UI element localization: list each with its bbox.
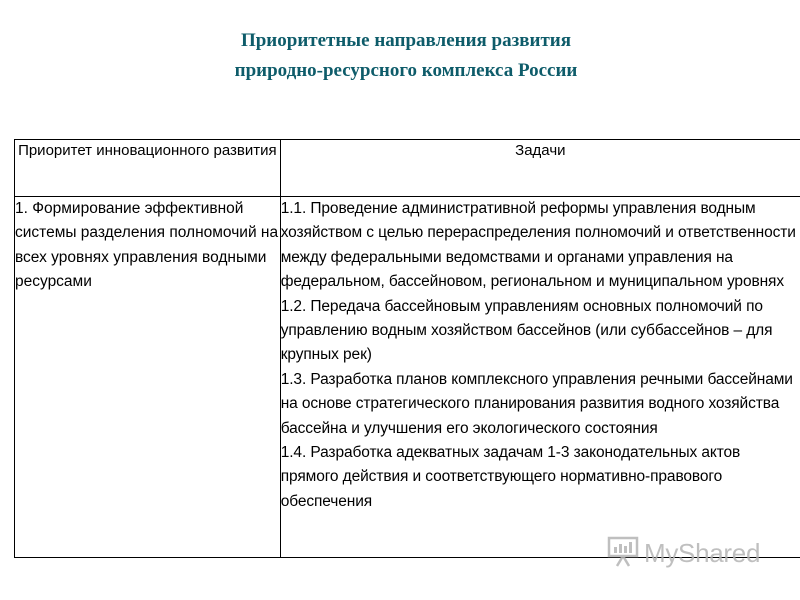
- task-item: 1.2. Передача бассейновым управлениям основных полномочий по управлению водным хозяйством бассейнов (или суббассейнов – для крупных рек): [280, 297, 773, 364]
- task-item: 1.3. Разработка планов комплексного управления речными бассейнами на основе стратегического планирования развития водного хозяйства бассейна и улучшения его экологического состояния: [280, 370, 793, 437]
- priority-cell: [15, 197, 281, 558]
- priorities-table: [14, 139, 800, 558]
- myshared-watermark: [606, 536, 760, 570]
- tasks-cell: [280, 197, 800, 558]
- priority-text: 1. Формирование эффективной системы разделения полномочий на всех уровнях управления водными ресурсами: [15, 200, 279, 291]
- presentation-board-icon: [606, 534, 640, 573]
- table-header-row: [15, 140, 800, 197]
- watermark-text: MyShared: [644, 537, 761, 568]
- task-item: 1.4. Разработка адекватных задачам 1-3 законодательных актов прямого действия и соответствующего нормативно-правового обеспечения: [280, 444, 741, 510]
- title-line-2: природно-ресурсного комплекса России: [234, 60, 578, 81]
- table-row: [15, 197, 800, 558]
- header-priority: Приоритет инновационного развития: [15, 140, 281, 197]
- header-tasks: Задачи: [280, 140, 800, 197]
- title-line-1: Приоритетные направления развития: [240, 30, 572, 51]
- page-title: [0, 26, 800, 86]
- task-item: 1.1. Проведение административной реформы управления водным хозяйством с целью перераспределения полномочий и ответственности между федеральными ведомствами и органами управления на федеральном, бассейновом, региональном и муниципальном уровнях: [280, 200, 796, 291]
